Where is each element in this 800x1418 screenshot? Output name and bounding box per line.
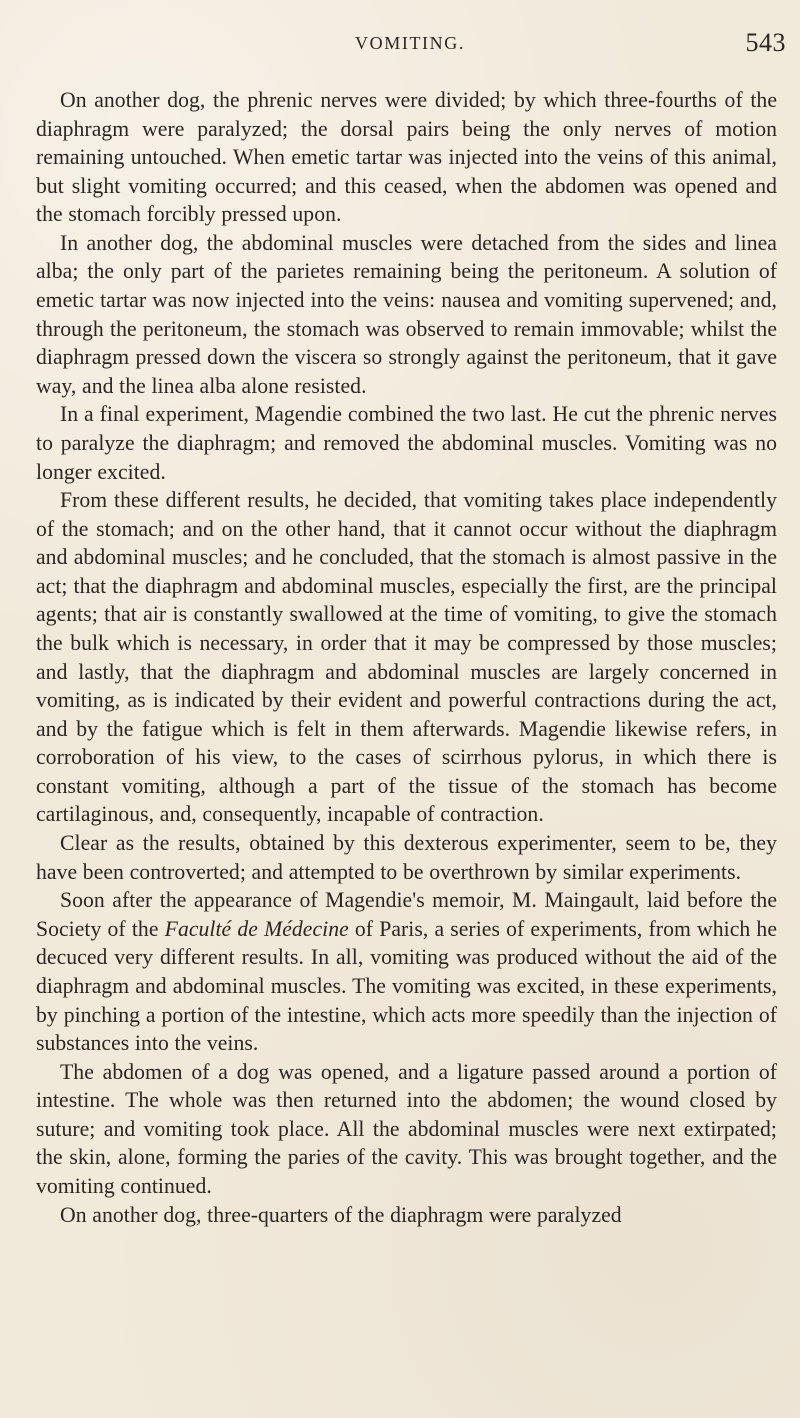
- paragraph: On another dog, three-quarters of the diaphragm were paralyzed: [60, 1202, 622, 1227]
- paragraph-text: Soon after the appearance of Magendie's memoir, M. Maingault, laid before the Society of the: [36, 888, 777, 941]
- running-title: VOMITING.: [355, 33, 465, 53]
- paragraph: [36, 886, 777, 1057]
- paragraph-text: of Paris, a series of experiments, from which he decuced very different results. In all, vomiting was produced without the aid of the diaphragm and abdominal muscles. The vomiting was excited, in these experiments, by pinching a portion of the intestine, which acts more speedily than the injection of substances into the veins.: [36, 916, 777, 1056]
- body-text: [36, 86, 777, 1229]
- paragraph: The abdomen of a dog was opened, and a ligature passed around a portion of intestine. The whole was then returned into the abdomen; the wound closed by suture; and vomiting took place. All the abdominal muscles were next extirpated; the skin, alone, forming the paries of the cavity. This was brought together, and the vomiting continued.: [36, 1059, 777, 1198]
- paragraph: In a final experiment, Magendie combined the two last. He cut the phrenic nerves to paralyze the diaphragm; and removed the abdominal muscles. Vomiting was no longer excited.: [36, 402, 777, 484]
- paragraph: On another dog, the phrenic nerves were divided; by which three-fourths of the diaphragm were paralyzed; the dorsal pairs being the only nerves of motion remaining untouched. When emetic tartar was injected into the veins of this animal, but slight vomiting occurred; and this ceased, when the abdomen was opened and the stomach forcibly pressed upon.: [36, 88, 777, 227]
- page-number: 543: [745, 28, 786, 57]
- paragraph: Clear as the results, obtained by this dexterous experimenter, seem to be, they have been controverted; and attempted to be overthrown by similar experiments.: [36, 831, 777, 884]
- paragraph: From these different results, he decided, that vomiting takes place independently of the stomach; and on the other hand, that it cannot occur without the diaphragm and abdominal muscles; and he concluded, that the stomach is almost passive in the act; that the diaphragm and abdominal muscles, especially the first, are the principal agents; that air is constantly swallowed at the time of vomiting, to give the stomach the bulk which is necessary, in order that it may be compressed by those muscles; and lastly, that the diaphragm and abdominal muscles are largely concerned in vomiting, as is indicated by their evident and powerful contractions during the act, and by the fatigue which is felt in them afterwards. Magendie likewise refers, in corroboration of his view, to the cases of scirrhous pylorus, in which there is constant vomiting, although a part of the tissue of the stomach has become cartilaginous, and, consequently, incapable of contraction.: [36, 488, 777, 827]
- paragraph: In another dog, the abdominal muscles were detached from the sides and linea alba; the only part of the parietes remaining being the peritoneum. A solution of emetic tartar was now injected into the veins: nausea and vomiting supervened; and, through the peritoneum, the stomach was observed to remain immovable; whilst the diaphragm pressed down the viscera so strongly against the peritoneum, that it gave way, and the linea alba alone resisted.: [36, 230, 777, 398]
- running-head: [34, 28, 786, 59]
- italic-term: Faculté de Médecine: [164, 916, 349, 941]
